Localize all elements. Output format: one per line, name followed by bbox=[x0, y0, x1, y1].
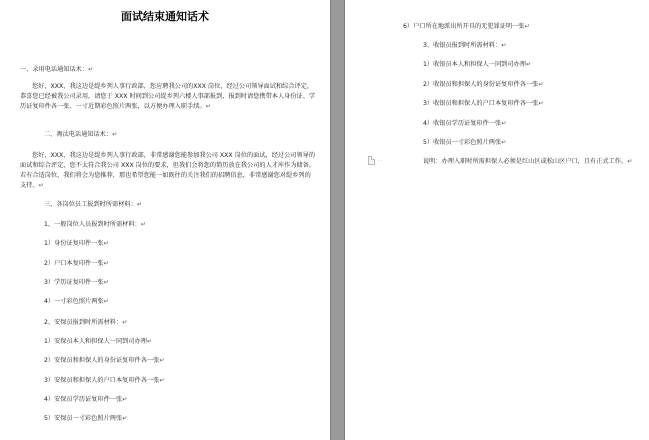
note-line: 说明：办理入职时所需担保人必须是红山区或松山区户口，且有正式工作。↵ bbox=[423, 158, 633, 165]
paragraph-mark: ↵ bbox=[538, 81, 544, 88]
document-page-right bbox=[345, 0, 649, 440]
group2-heading: 2、安保员报到时所需材料：↵ bbox=[44, 319, 128, 326]
paragraph-mark: ↵ bbox=[112, 131, 118, 138]
group2-item: 4）安保员学历证复印件一张↵ bbox=[44, 396, 128, 403]
paragraph-mark: ↵ bbox=[136, 201, 142, 208]
group1-item: 3）学历证复印件一张↵ bbox=[44, 279, 109, 286]
section3-heading: 三、各岗位员工报到时所需材料：↵ bbox=[44, 201, 142, 208]
paragraph-mark: ↵ bbox=[627, 158, 633, 165]
page-gutter bbox=[330, 0, 345, 440]
section2-body: 您好，XXX，我这边是缇乡列人事行政部，非常感谢您能参加我公司 XXX 岗位的面试，经过公司领导的面试和综合评定，您不太符合我公司 XXX 岗位的要求，但我们会将您的简历放在我公司的人才库作为储备，若有合适岗位，我们将会为您推荐，那也希望您能一如既往的关注我们的招聘信息，非常感谢您对缇乡列的支持。↵ bbox=[20, 152, 316, 189]
paragraph-mark: ↵ bbox=[146, 338, 153, 345]
paragraph-mark: ↵ bbox=[103, 279, 109, 286]
paste-options-icon[interactable] bbox=[368, 156, 375, 165]
group1-item: 2）户口本复印件一张↵ bbox=[44, 260, 109, 267]
paste-options-dots: ·· bbox=[378, 158, 384, 164]
paragraph-mark: ↵ bbox=[103, 260, 109, 267]
group1-item: 1）身份证复印件一张↵ bbox=[44, 240, 109, 247]
group2-item: 5）安保员一寸彩色照片两张↵ bbox=[44, 415, 128, 422]
section2-heading: 二、淘汰电话通知话术：↵ bbox=[44, 131, 118, 138]
paragraph-mark: ↵ bbox=[122, 396, 128, 403]
paragraph-mark: ↵ bbox=[140, 221, 146, 228]
paragraph-mark: ↵ bbox=[88, 66, 94, 73]
group2-item: 1）安保员本人和担保人一同到司办理↵ bbox=[44, 338, 153, 345]
paragraph-mark: ↵ bbox=[538, 100, 544, 107]
paragraph-mark: ↵ bbox=[205, 103, 211, 110]
paragraph-mark: ↵ bbox=[122, 415, 128, 422]
group1-item: 4）一寸彩色照片两张↵ bbox=[44, 298, 109, 305]
paragraph-mark: ↵ bbox=[159, 377, 165, 384]
group1-heading: 1、一般岗位人员报到时所需材料：↵ bbox=[44, 221, 146, 228]
paragraph-mark: ↵ bbox=[501, 139, 507, 146]
paragraph-mark: ↵ bbox=[103, 298, 109, 305]
paragraph-mark: ↵ bbox=[501, 120, 507, 127]
paragraph-mark: ↵ bbox=[525, 61, 532, 68]
section1-heading: 一、录用电话通知话术：↵ bbox=[20, 66, 94, 73]
paragraph-mark: ↵ bbox=[501, 42, 507, 49]
paragraph-mark: ↵ bbox=[524, 23, 530, 30]
right-top-item: 6）户口所在地派出所开具的无犯罪证明一张↵ bbox=[403, 23, 530, 30]
group3-item: 4）收银员学历证复印件一张↵ bbox=[423, 120, 507, 127]
group2-item: 2）安保员和担保人的身份证复印件各一张↵ bbox=[44, 357, 165, 364]
section1-body: 您好，XXX，我这边是缇乡列人事行政部，您应聘我公司的XXX 岗位，经过公司领导面试和综合评定，恭喜您已经被我公司录用，请您于 XXX 时间到公司缇乡列六楼人事部报到，报到时请您携带本人身份证、学历证复印件各一张、一寸近期彩色照片两张，以方便办理入职手续。↵ bbox=[20, 83, 316, 110]
paragraph-mark: ↵ bbox=[122, 319, 128, 326]
group3-item: 5）收银员一寸彩色照片两张↵ bbox=[423, 139, 507, 146]
paragraph-mark: ↵ bbox=[159, 357, 165, 364]
group3-item: 3）收银员和担保人的户口本复印件各一张↵ bbox=[423, 100, 544, 107]
paragraph-mark: ↵ bbox=[38, 182, 44, 189]
paragraph-mark: ↵ bbox=[103, 240, 109, 247]
document-title: 面试结束通知话术 bbox=[121, 10, 209, 23]
group2-item: 3）安保员和担保人的户口本复印件各一张↵ bbox=[44, 377, 165, 384]
group3-item: 1）收银员本人和担保人一同到司办理↵ bbox=[423, 61, 532, 68]
group3-item: 2）收银员和担保人的身份证复印件各一张↵ bbox=[423, 81, 544, 88]
group3-heading: 3、收银员报到时所需材料：↵ bbox=[423, 42, 507, 49]
